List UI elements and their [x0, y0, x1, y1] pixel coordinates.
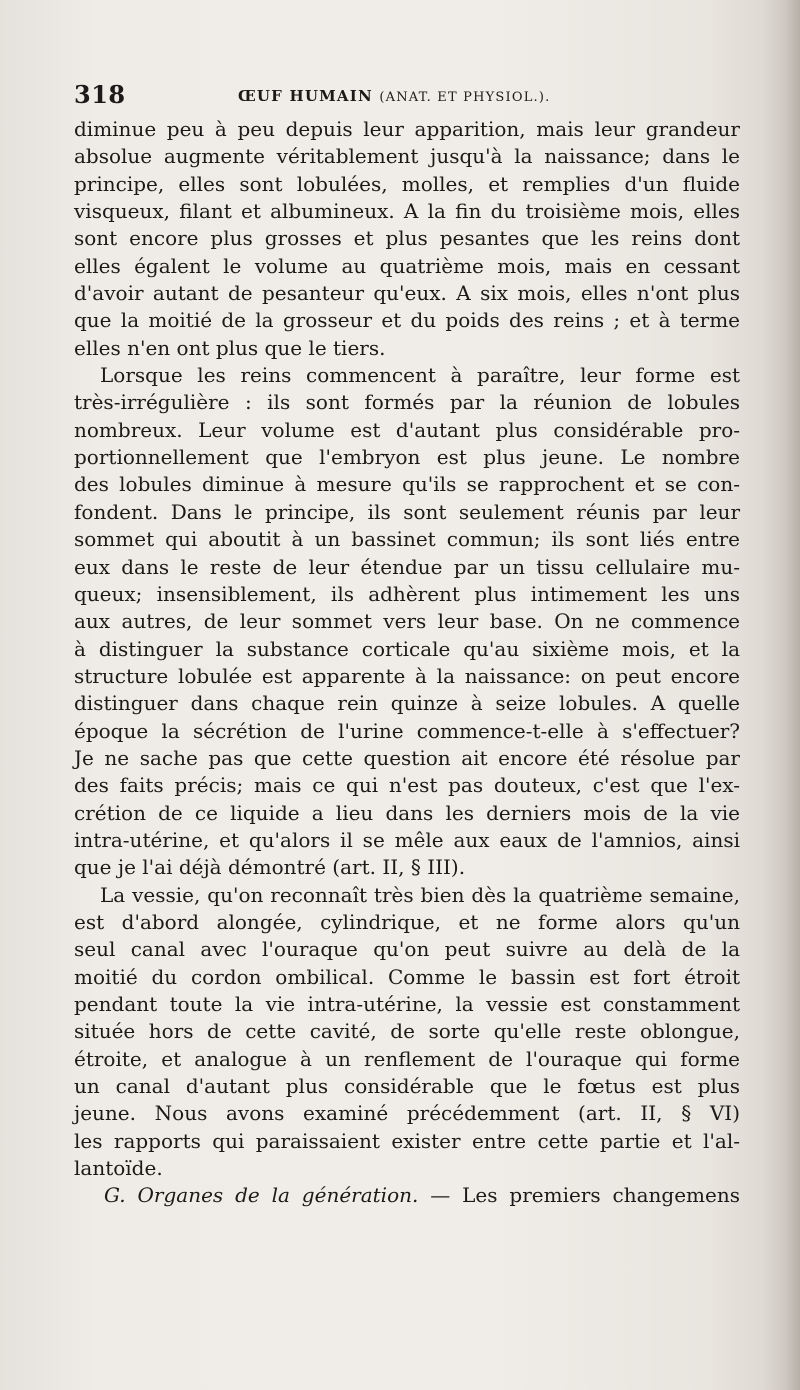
text-line: queux; insensiblement, ils adhèrent plus intimement les uns — [74, 581, 740, 606]
text-line: seul canal avec l'ouraque qu'on peut suivre au delà de la — [74, 937, 740, 962]
text-line: les rapports qui paraissaient exister entre cette partie et l'al- — [74, 1128, 740, 1153]
section-heading — [74, 1182, 740, 1209]
text-line: très-irrégulière : ils sont formés par la réunion de lobules — [74, 390, 740, 415]
running-head — [74, 80, 742, 114]
text-line: principe, elles sont lobulées, molles, et remplies d'un fluide — [74, 171, 740, 196]
text-line: La vessie, qu'on reconnaît très bien dès la quatrième semaine, — [100, 882, 740, 907]
text-line: étroite, et analogue à un renflement de l'ouraque qui forme — [74, 1046, 740, 1071]
text-line: elles n'en ont plus que le tiers. — [74, 335, 386, 360]
text-line: jeune. Nous avons examiné précédemment (art. II, § VI) — [74, 1101, 740, 1126]
text-line: lantoïde. — [74, 1156, 163, 1181]
text-line: située hors de cette cavité, de sorte qu'elle reste oblongue, — [74, 1019, 740, 1044]
paragraph-3 — [74, 882, 740, 1183]
text-line: moitié du cordon ombilical. Comme le bassin est fort étroit — [74, 964, 740, 989]
text-line: un canal d'autant plus considérable que le fœtus est plus — [74, 1074, 740, 1099]
text-line: pendant toute la vie intra-utérine, la vessie est constamment — [74, 992, 740, 1016]
text-line: structure lobulée est apparente à la naissance: on peut encore — [74, 663, 740, 688]
paragraph-2 — [74, 362, 740, 882]
running-title — [238, 87, 551, 105]
text-line: fondent. Dans le principe, ils sont seulement réunis par leur — [74, 499, 740, 524]
running-title-main: ŒUF HUMAIN — [238, 87, 373, 105]
body-text — [74, 116, 740, 1210]
text-line: visqueux, filant et albumineux. A la fin du troisième mois, elles — [74, 199, 740, 224]
text-line: des faits précis; mais ce qui n'est pas douteux, c'est que l'ex- — [74, 773, 740, 798]
text-line: d'avoir autant de pesanteur qu'eux. A six mois, elles n'ont plus — [74, 281, 740, 306]
text-line: époque la sécrétion de l'urine commence-t-elle à s'effectuer? — [74, 718, 740, 743]
text-line: eux dans le reste de leur étendue par un tissu cellulaire mu- — [74, 554, 740, 579]
text-line: Lorsque les reins commencent à paraître, leur forme est — [100, 363, 740, 388]
page-edge-shadow — [762, 0, 800, 1390]
section-text: — Les premiers changemens — [418, 1183, 740, 1208]
page-number: 318 — [74, 80, 126, 109]
text-line: nombreux. Leur volume est d'autant plus considérable pro- — [74, 417, 740, 442]
running-title-subtitle: (ANAT. ET PHYSIOL.). — [379, 90, 551, 105]
text-line: portionnellement que l'embryon est plus jeune. Le nombre — [74, 445, 740, 470]
paragraph-1 — [74, 116, 740, 362]
text-line: crétion de ce liquide a lieu dans les derniers mois de la vie — [74, 800, 740, 825]
text-line: intra-utérine, et qu'alors il se mêle aux eaux de l'amnios, ainsi — [74, 827, 740, 852]
text-line: Je ne sache pas que cette question ait encore été résolue par — [74, 745, 740, 770]
text-line: sommet qui aboutit à un bassinet commun; ils sont liés entre — [74, 527, 740, 552]
text-line: est d'abord alongée, cylindrique, et ne forme alors qu'un — [74, 909, 740, 934]
text-line: diminue peu à peu depuis leur apparition, mais leur grandeur — [74, 117, 740, 141]
text-line: à distinguer la substance corticale qu'au sixième mois, et la — [74, 636, 740, 661]
text-line: sont encore plus grosses et plus pesantes que les reins dont — [74, 226, 740, 251]
text-line: distinguer dans chaque rein quinze à seize lobules. A quelle — [74, 691, 740, 716]
section-heading-line — [74, 1182, 740, 1209]
text-line: absolue augmente véritablement jusqu'à la naissance; dans le — [74, 144, 740, 169]
text-line: elles égalent le volume au quatrième mois, mais en cessant — [74, 253, 740, 278]
text-line: aux autres, de leur sommet vers leur base. On ne commence — [74, 609, 740, 634]
text-line: des lobules diminue à mesure qu'ils se rapprochent et se con- — [74, 472, 740, 497]
text-line: que la moitié de la grosseur et du poids des reins ; et à terme — [74, 308, 740, 333]
section-label: G. Organes de la génération. — [104, 1183, 419, 1208]
text-line: que je l'ai déjà démontré (art. II, § III). — [74, 855, 466, 880]
